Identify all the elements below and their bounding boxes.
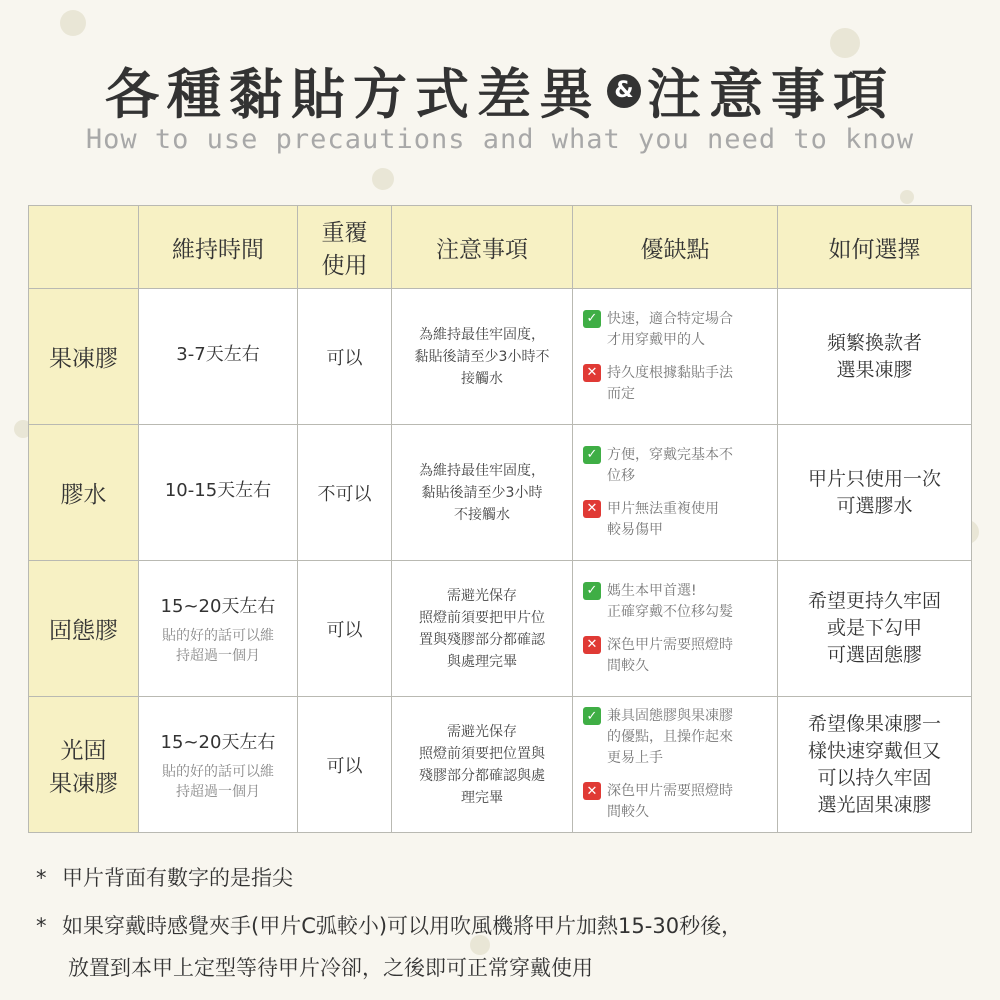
notes-cell <box>392 289 573 425</box>
check-icon: ✓ <box>583 707 601 725</box>
choose-cell <box>778 289 972 425</box>
row-name <box>29 697 139 833</box>
con-item <box>583 499 771 541</box>
pro-text <box>607 706 733 769</box>
duration-cell <box>139 697 298 833</box>
note-line: 不接觸水 <box>454 506 510 523</box>
cross-icon: ✕ <box>583 500 601 518</box>
pro-line: 兼具固態膠與果凍膠 <box>607 708 733 724</box>
choose-line: 樣快速穿戴但又 <box>807 739 941 762</box>
header-choose: 如何選擇 <box>778 206 972 289</box>
header-proscons: 優缺點 <box>573 206 778 289</box>
reuse-cell: 可以 <box>298 697 392 833</box>
proscons-cell <box>573 697 778 833</box>
choose-line: 希望更持久牢固 <box>807 590 941 612</box>
background-speck <box>372 168 394 190</box>
footnote-text: 如果穿戴時感覺夾手(甲片C弧較小)可以用吹風機將甲片加熱15-30秒後， <box>62 914 743 938</box>
con-line: 深色甲片需要照燈時 <box>607 636 733 653</box>
cross-icon: ✕ <box>583 364 601 382</box>
proscons-cell <box>573 289 778 425</box>
title-main: 各種黏貼方式差異 <box>105 63 601 126</box>
footnote-1 <box>36 862 293 892</box>
note-line: 需避光保存 <box>447 723 517 740</box>
con-line: 持久度根據黏貼手法 <box>607 364 733 381</box>
duration-note <box>145 626 291 666</box>
notes-cell <box>392 425 573 561</box>
reuse-cell: 不可以 <box>298 425 392 561</box>
header-reuse-line: 使用 <box>321 253 368 279</box>
note-line: 與處理完畢 <box>447 653 517 670</box>
table-row <box>29 561 972 697</box>
choose-line: 可選膠水 <box>836 494 913 517</box>
choose-line: 頻繁換款者 <box>826 331 922 354</box>
con-item <box>583 635 771 677</box>
con-text <box>607 635 733 677</box>
choose-line: 甲片只使用一次 <box>807 467 941 490</box>
note-line: 為維持最佳牢固度， <box>419 462 545 479</box>
con-line: 深色甲片需要照燈時 <box>607 783 733 799</box>
choose-line: 選果凍膠 <box>836 358 913 381</box>
check-icon: ✓ <box>583 582 601 600</box>
row-name-line: 固態膠 <box>49 618 118 644</box>
row-name-line: 光固 <box>60 737 107 764</box>
title-tail: 注意事項 <box>647 63 895 126</box>
con-line: 間較久 <box>607 657 649 674</box>
note-line: 殘膠部分都確認與處 <box>419 767 545 784</box>
duration-note-line: 貼的好的話可以維 <box>162 627 274 644</box>
table-row <box>29 425 972 561</box>
pro-text <box>607 309 733 351</box>
notes-cell <box>392 697 573 833</box>
duration-note-line: 貼的好的話可以維 <box>162 763 274 780</box>
choose-line: 選光固果凍膠 <box>817 793 932 816</box>
choose-cell <box>778 561 972 697</box>
pro-item <box>583 445 771 487</box>
duration-note-line: 持超過一個月 <box>176 647 260 664</box>
pro-line: 的優點，且操作起來 <box>607 729 733 745</box>
table-row <box>29 289 972 425</box>
check-icon: ✓ <box>583 310 601 328</box>
pro-line: 正確穿戴不位移勾髮 <box>607 603 733 620</box>
choose-cell <box>778 425 972 561</box>
reuse-cell: 可以 <box>298 561 392 697</box>
duration-cell <box>139 561 298 697</box>
con-line: 較易傷甲 <box>607 521 663 538</box>
pro-line: 方便，穿戴完基本不 <box>607 446 733 463</box>
con-line: 而定 <box>607 385 635 402</box>
footnote-star: * <box>36 866 47 890</box>
pro-text <box>607 581 733 623</box>
con-text <box>607 781 733 823</box>
note-line: 需避光保存 <box>447 587 517 604</box>
pro-item <box>583 309 771 351</box>
con-item <box>583 363 771 405</box>
con-text <box>607 499 719 541</box>
duration-value: 15~20天左右 <box>160 731 276 753</box>
row-name-line: 膠水 <box>60 482 107 508</box>
notes-cell <box>392 561 573 697</box>
note-line: 黏貼後請至少3小時不 <box>414 348 550 365</box>
header-reuse-line: 重覆 <box>321 220 368 246</box>
duration-note-line: 持超過一個月 <box>176 783 260 800</box>
note-line: 為維持最佳牢固度， <box>419 326 545 343</box>
con-item <box>583 781 771 823</box>
note-line: 理完畢 <box>461 789 503 806</box>
pro-text <box>607 445 733 487</box>
check-icon: ✓ <box>583 446 601 464</box>
pro-item <box>583 706 771 769</box>
proscons-cell <box>573 425 778 561</box>
footnote-text: 甲片背面有數字的是指尖 <box>62 866 293 890</box>
background-speck <box>60 10 86 36</box>
choose-line: 希望像果凍膠一 <box>807 712 941 735</box>
con-line: 甲片無法重複使用 <box>607 500 719 517</box>
con-line: 間較久 <box>607 804 649 820</box>
duration-value: 10-15天左右 <box>164 479 272 501</box>
cross-icon: ✕ <box>583 636 601 654</box>
note-line: 置與殘膠部分都確認 <box>419 631 545 648</box>
row-name <box>29 425 139 561</box>
duration-cell <box>139 425 298 561</box>
con-text <box>607 363 733 405</box>
pro-line: 位移 <box>607 467 635 484</box>
pro-line: 媽生本甲首選! <box>607 582 697 599</box>
row-name-line: 果凍膠 <box>49 346 118 372</box>
reuse-cell: 可以 <box>298 289 392 425</box>
duration-note <box>145 762 291 802</box>
note-line: 照燈前須要把甲片位 <box>419 609 545 626</box>
row-name <box>29 289 139 425</box>
page-subtitle: How to use precautions and what you need to know <box>85 124 915 155</box>
choose-cell <box>778 697 972 833</box>
note-line: 接觸水 <box>461 370 503 387</box>
pro-line: 更易上手 <box>607 750 663 766</box>
row-name <box>29 561 139 697</box>
footnote-2-continued: 放置到本甲上定型等待甲片冷卻，之後即可正常穿戴使用 <box>68 956 593 980</box>
background-speck <box>900 190 914 204</box>
duration-cell <box>139 289 298 425</box>
page-title <box>0 52 1000 129</box>
choose-line: 可以持久牢固 <box>817 766 932 789</box>
header-row <box>29 206 972 289</box>
row-name-line: 果凍膠 <box>49 770 118 797</box>
ampersand-badge: & <box>607 74 641 108</box>
cross-icon: ✕ <box>583 782 601 800</box>
duration-value: 15~20天左右 <box>160 595 276 617</box>
header-reuse <box>298 206 392 289</box>
header-duration: 維持時間 <box>139 206 298 289</box>
note-line: 照燈前須要把位置與 <box>419 745 545 762</box>
comparison-table <box>28 205 972 833</box>
choose-line: 或是下勾甲 <box>826 617 922 639</box>
footnote-star: * <box>36 914 47 938</box>
table-row <box>29 697 972 833</box>
pro-line: 快速，適合特定場合 <box>607 310 733 327</box>
duration-value: 3-7天左右 <box>176 343 260 365</box>
header-notes: 注意事項 <box>392 206 573 289</box>
pro-line: 才用穿戴甲的人 <box>607 331 705 348</box>
choose-line: 可選固態膠 <box>826 644 922 666</box>
note-line: 黏貼後請至少3小時 <box>421 484 543 501</box>
pro-item <box>583 581 771 623</box>
footnote-2 <box>36 910 742 940</box>
proscons-cell <box>573 561 778 697</box>
header-blank <box>29 206 139 289</box>
